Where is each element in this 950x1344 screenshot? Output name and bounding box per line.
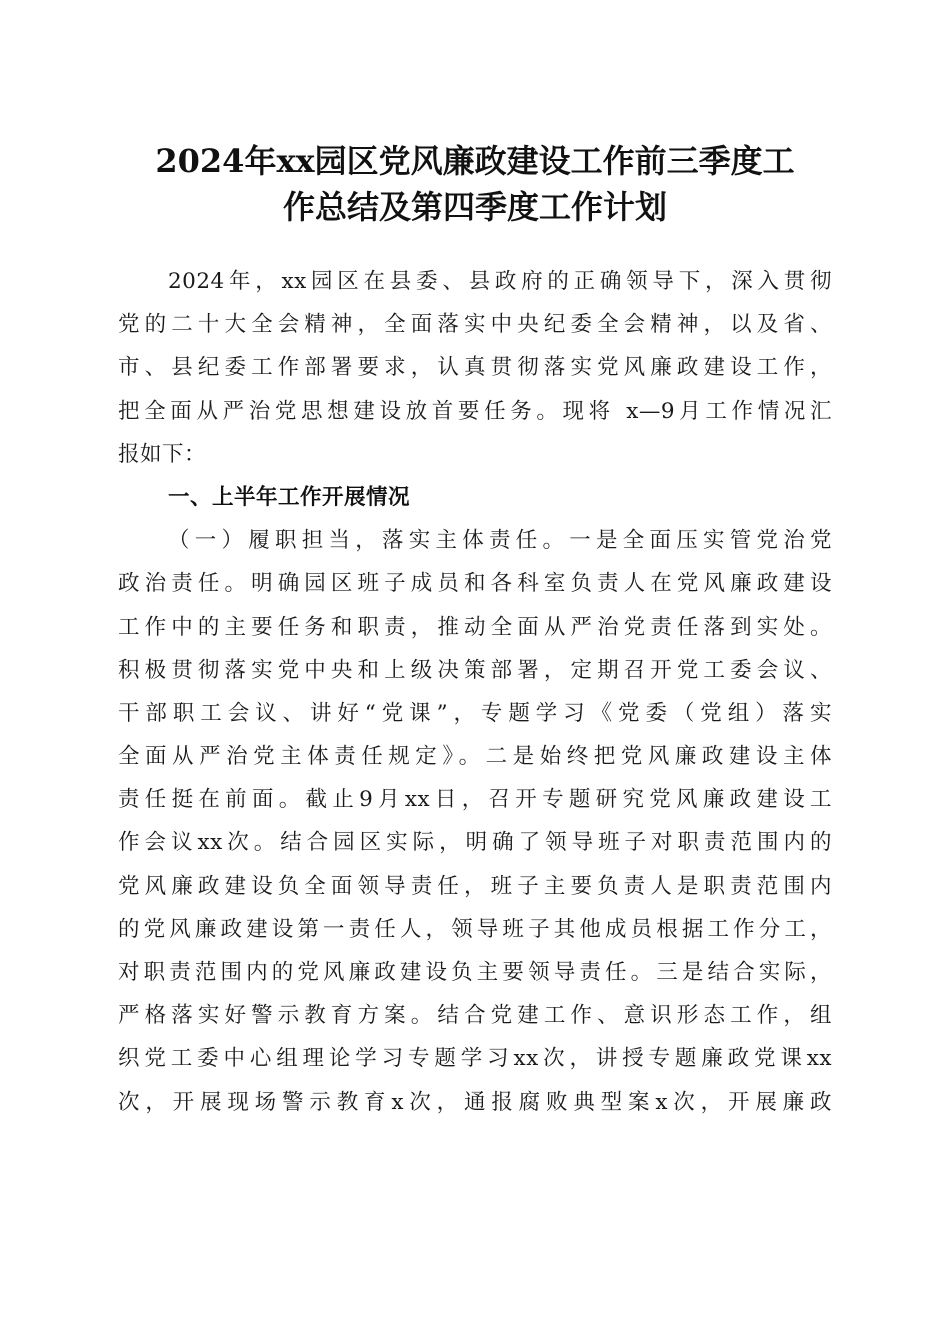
section-paragraph-line: 责任挺在前面。截止9月xx日，召开专题研究党风廉政建设工 [118, 787, 832, 813]
section-paragraph-line: 政治责任。明确园区班子成员和各科室负责人在党风廉政建设 [118, 571, 832, 597]
document-body [118, 260, 832, 1124]
title-line-1: 2024年xx园区党风廉政建设工作前三季度工 [155, 142, 795, 180]
section-paragraph-line: 积极贯彻落实党中央和上级决策部署，定期召开党工委会议、 [118, 657, 832, 683]
section-paragraph-line: 干部职工会议、讲好“党课”，专题学习《党委（党组）落实 [118, 700, 832, 726]
intro-paragraph-line: 报如下： [118, 441, 207, 467]
title-line-2: 作总结及第四季度工作计划 [282, 188, 667, 226]
intro-paragraph-line: 市、县纪委工作部署要求，认真贯彻落实党风廉政建设工作， [118, 355, 832, 381]
section-paragraph-line: 的党风廉政建设第一责任人，领导班子其他成员根据工作分工， [118, 916, 832, 942]
section-paragraph-line: 织党工委中心组理论学习专题学习xx次，讲授专题廉政党课xx [118, 1046, 832, 1072]
section-paragraph-line: 工作中的主要任务和职责，推动全面从严治党责任落到实处。 [118, 614, 832, 640]
section-paragraph-line: （一）履职担当，落实主体责任。一是全面压实管党治党 [168, 528, 832, 554]
section-paragraph-line: 全面从严治党主体责任规定》。二是始终把党风廉政建设主体 [118, 744, 832, 770]
document-title [110, 138, 840, 230]
intro-paragraph-line: 党的二十大全会精神，全面落实中央纪委全会精神，以及省、 [118, 312, 832, 338]
section-heading: 一、上半年工作开展情况 [168, 484, 411, 510]
section-paragraph-line: 党风廉政建设负全面领导责任，班子主要负责人是职责范围内 [118, 873, 832, 899]
section-paragraph-line: 严格落实好警示教育方案。结合党建工作、意识形态工作，组 [118, 1003, 832, 1029]
intro-paragraph-line: 2024年，xx园区在县委、县政府的正确领导下，深入贯彻 [168, 269, 832, 294]
section-paragraph-line: 作会议xx次。结合园区实际，明确了领导班子对职责范围内的 [118, 830, 832, 856]
intro-paragraph-line: 把全面从严治党思想建设放首要任务。现将 x—9月工作情况汇 [118, 398, 832, 424]
section-paragraph-line: 对职责范围内的党风廉政建设负主要领导责任。三是结合实际， [118, 960, 832, 985]
section-paragraph-line: 次，开展现场警示教育x次，通报腐败典型案x次，开展廉政 [118, 1089, 832, 1115]
